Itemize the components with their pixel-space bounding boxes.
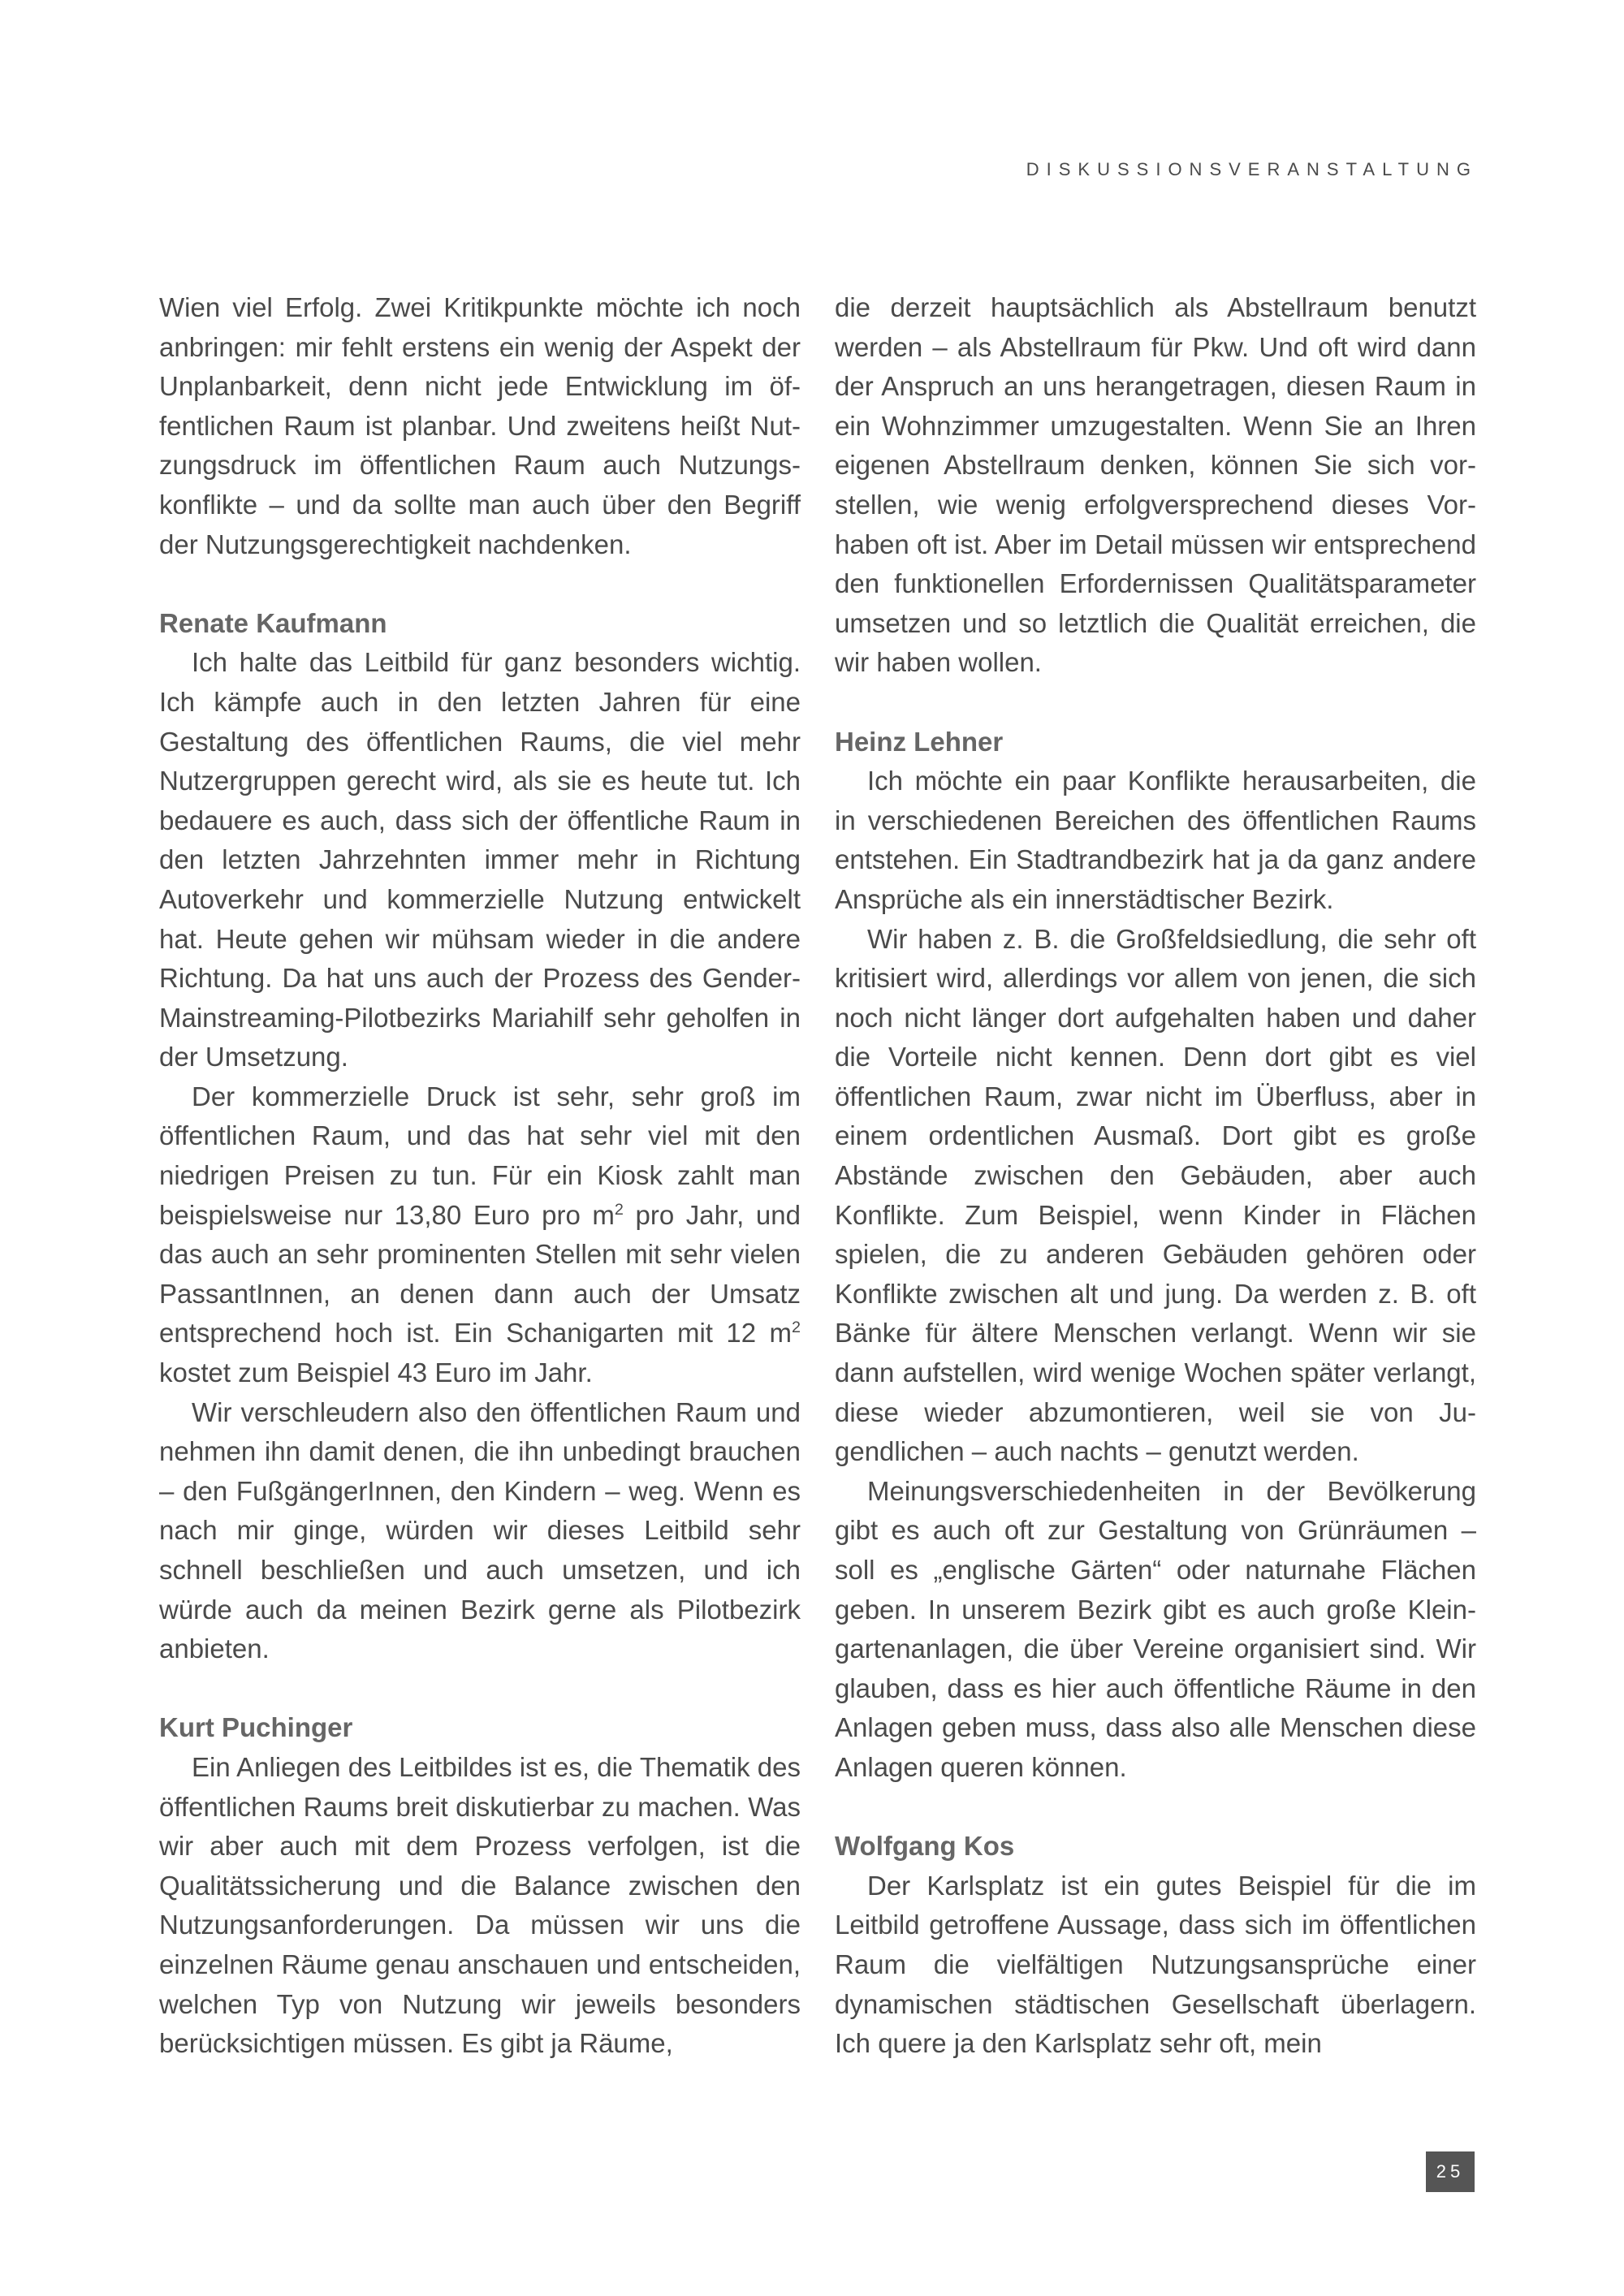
superscript: 2	[614, 1200, 624, 1219]
paragraph: Meinungsverschiedenheiten in der Bevölkerung gibt es auch oft zur Gestaltung von Grünräumen – soll es „englische Gärten“ oder naturnahe Flächen geben. In unserem Bezirk gibt es auch große Kleingartenanlagen, die über Vereine organisiert sind. Wir glauben, dass es hier auch öffentliche Räume in den Anlagen geben muss, dass also alle Menschen diese Anlagen queren können.	[835, 1475, 1476, 1782]
speaker-name: Heinz Lehner	[835, 726, 1004, 757]
text-run: kostet zum Beispiel 43 Euro im Jahr.	[159, 1357, 593, 1388]
page-number: 25	[1426, 2151, 1475, 2192]
text-run: pro Jahr, und das auch an sehr prominenten Stellen mit sehr vielen PassantInnen, an denen dann auch der Umsatz entsprechend hoch ist. Ein Schanigarten mit 12 m	[159, 1199, 801, 1349]
paragraph	[159, 1077, 801, 1393]
paragraph: die derzeit hauptsächlich als Abstellraum benutzt werden – als Abstellraum für Pkw. Und oft wird dann der Anspruch an uns herangetragen, diesen Raum in ein Wohnzimmer umzugestalten. Wenn Sie an Ihren eigenen Abstellraum denken, können Sie sich vorstellen, wie wenig erfolgversprechend dieses Vorhaben oft ist. Aber im Detail müssen wir entsprechend den funktionellen Erfordernissen Qualitätsparameter umsetzen und so letztlich die Qualität erreichen, die wir haben wollen.	[835, 292, 1476, 678]
speaker-name: Wolfgang Kos	[835, 1831, 1015, 1862]
running-header: DISKUSSIONSVERANSTALTUNG	[1026, 159, 1478, 179]
left-column	[159, 288, 801, 2064]
paragraph: Ein Anliegen des Leitbildes ist es, die Thematik des öffentlichen Raums breit diskutierbar zu machen. Was wir aber auch mit dem Prozess verfolgen, ist die Qualitätssicherung und die Balance zwischen den Nutzungsanforderungen. Da müssen wir uns die einzelnen Räume genau anschauen und entscheiden, welchen Typ von Nutzung wir jeweils besonders berücksichtigen müssen. Es gibt ja Räume,	[159, 1751, 801, 2059]
paragraph: Ich halte das Leitbild für ganz besonders wichtig. Ich kämpfe auch in den letzten Jahren für eine Gestaltung des öffentlichen Raums, die viel mehr Nutzergruppen gerecht wird, als sie es heute tut. Ich bedauere es auch, dass sich der öffentliche Raum in den letzten Jahrzehnten immer mehr in Richtung Autoverkehr und kommerzielle Nutzung entwickelt hat. Heute gehen wir mühsam wieder in die andere Richtung. Da hat uns auch der Prozess des Gender-Mainstreaming-Pilotbezirks Mariahilf sehr geholfen in der Umsetzung.	[159, 647, 801, 1072]
paragraph: Wien viel Erfolg. Zwei Kritikpunkte möchte ich noch anbringen: mir fehlt erstens ein wenig der Aspekt der Unplanbarkeit, denn nicht jede Entwicklung im öffentlichen Raum ist planbar. Und zweitens heißt Nutzungsdruck im öffentlichen Raum auch Nutzungskonflikte – und da sollte man auch über den Begriff der Nutzungsgerechtigkeit nachdenken.	[159, 292, 801, 559]
paragraph: Ich möchte ein paar Konflikte herausarbeiten, die in verschiedenen Bereichen des öffentlichen Raums entstehen. Ein Stadtrandbezirk hat ja da ganz andere Ansprüche als ein innerstädtischer Bezirk.	[835, 766, 1476, 914]
superscript: 2	[791, 1318, 801, 1337]
paragraph: Der Karlsplatz ist ein gutes Beispiel für die im Leitbild getroffene Aussage, dass sich im öffentlichen Raum die vielfältigen Nutzungsansprüche einer dynamischen städtischen Gesellschaft überlagern. Ich quere ja den Karlsplatz sehr oft, mein	[835, 1870, 1476, 2059]
paragraph: Wir verschleudern also den öffentlichen Raum und nehmen ihn damit denen, die ihn unbedingt brauchen – den FußgängerInnen, den Kindern – weg. Wenn es nach mir ginge, würden wir dieses Leitbild sehr schnell beschließen und auch umsetzen, und ich würde auch da meinen Bezirk gerne als Pilotbezirk anbieten.	[159, 1396, 801, 1664]
speaker-name: Renate Kaufmann	[159, 607, 387, 638]
text-run: Der kommerzielle Druck ist sehr, sehr groß im öffentlichen Raum, und das hat sehr viel mit den niedrigen Preisen zu tun. Für ein Kiosk zahlt man beispielsweise nur 13,80 Euro pro m	[159, 1081, 801, 1230]
right-column	[835, 288, 1476, 2064]
speaker-name: Kurt Puchinger	[159, 1712, 353, 1743]
paragraph: Wir haben z. B. die Großfeldsiedlung, die sehr oft kritisiert wird, allerdings vor allem von jenen, die sich noch nicht länger dort aufgehalten haben und daher die Vorteile nicht kennen. Denn dort gibt es viel öffentlichen Raum, zwar nicht im Überfluss, aber in einem ordentlichen Ausmaß. Dort gibt es große Abstände zwischen den Gebäuden, aber auch Konflikte. Zum Beispiel, wenn Kinder in Flächen spielen, die zu anderen Gebäuden gehören oder Konflikte zwischen alt und jung. Da werden z. B. oft Bänke für ältere Menschen verlangt. Wenn wir sie dann aufstellen, wird wenige Wochen später verlangt, diese wieder abzumontieren, weil sie von Jugendlichen – auch nachts – genutzt werden.	[835, 923, 1476, 1467]
